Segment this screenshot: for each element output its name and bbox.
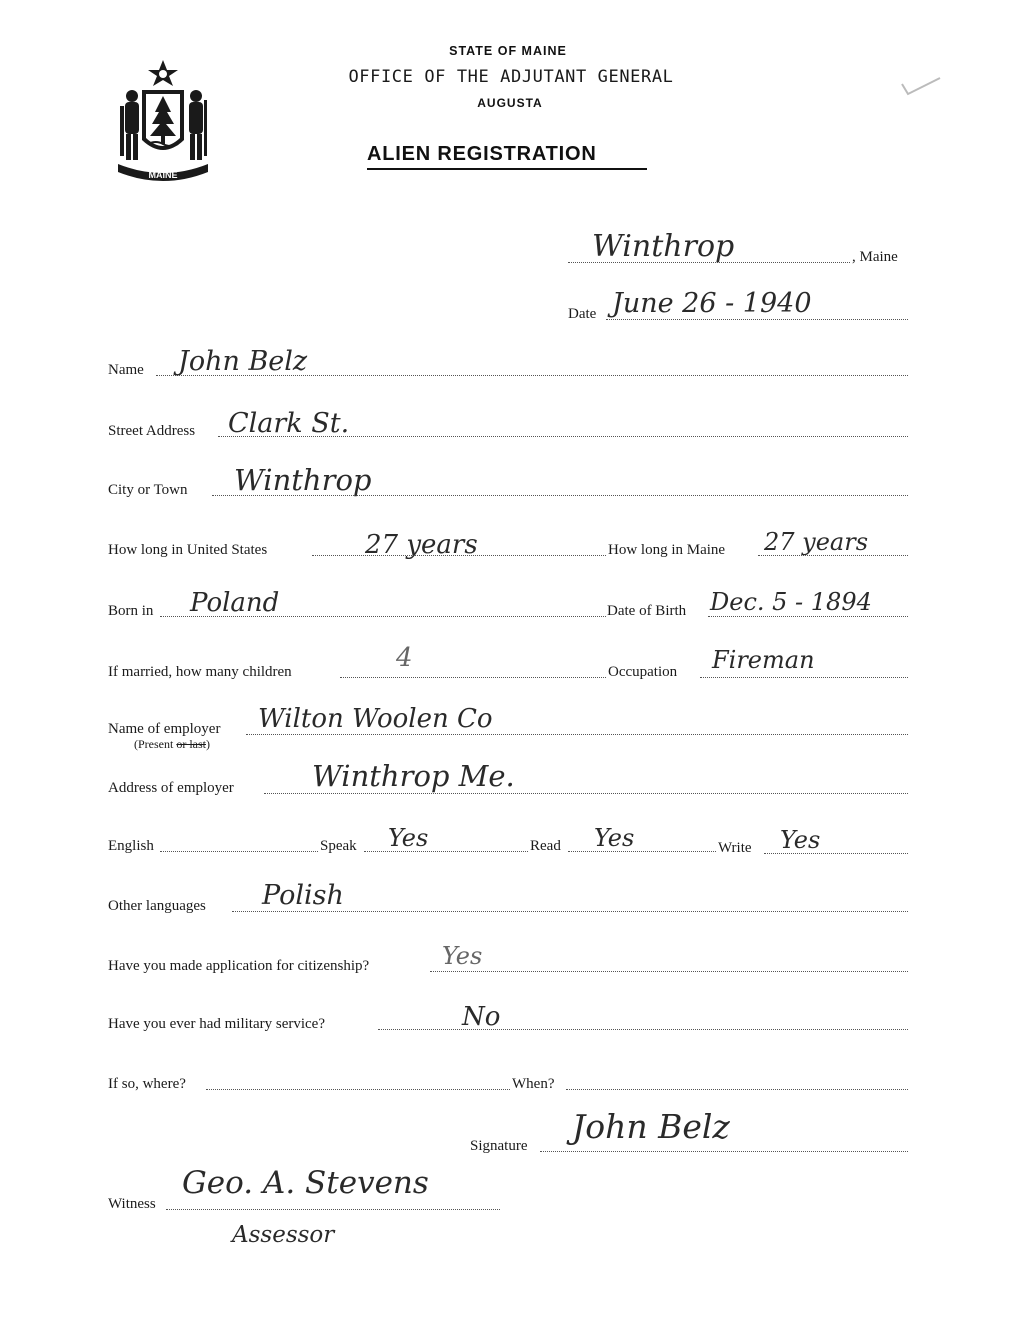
seal-lettering: MAINE	[148, 170, 178, 180]
state-heading: STATE OF MAINE	[449, 44, 567, 58]
where-label: If so, where?	[108, 1076, 186, 1092]
read-label: Read	[530, 838, 561, 854]
street-label: Street Address	[108, 423, 196, 439]
how-long-maine-label: How long in Maine	[608, 542, 726, 558]
name-entry: John Belz	[178, 346, 308, 377]
when-label: When?	[512, 1076, 555, 1092]
street-entry: Clark St.	[228, 408, 350, 439]
citizenship-entry: Yes	[442, 942, 483, 970]
english-label: English	[108, 838, 154, 854]
occupation-field-line	[700, 677, 908, 678]
employer-note	[134, 738, 210, 750]
other-languages-entry: Polish	[262, 880, 344, 911]
children-field-line	[340, 677, 606, 678]
military-entry: No	[462, 1002, 501, 1032]
employer-note-present: (Present	[134, 737, 174, 751]
employer-note-struck: or last	[176, 737, 206, 751]
occupation-label: Occupation	[608, 664, 678, 680]
name-label: Name	[108, 362, 144, 378]
office-heading: OFFICE OF THE ADJUTANT GENERAL	[348, 67, 674, 87]
occupation-entry: Fireman	[712, 646, 815, 674]
english-field-line	[160, 851, 318, 852]
how-long-us-label: How long in United States	[108, 542, 268, 558]
employer-address-label: Address of employer	[108, 780, 234, 796]
applicant-signature: John Belz	[572, 1107, 730, 1146]
how-long-maine-entry: 27 years	[764, 528, 869, 556]
signature-label: Signature	[470, 1138, 528, 1154]
form-title: ALIEN REGISTRATION	[367, 143, 597, 165]
title-underline	[367, 168, 647, 170]
speak-entry: Yes	[388, 824, 429, 852]
how-long-us-entry: 27 years	[365, 530, 478, 560]
employer-entry: Wilton Woolen Co	[258, 704, 493, 734]
signature-field-line	[540, 1151, 908, 1152]
date-of-birth-label: Date of Birth	[607, 603, 687, 619]
write-entry: Yes	[780, 826, 821, 854]
witness-field-line	[166, 1209, 500, 1210]
children-label: If married, how many children	[108, 664, 292, 680]
employer-label: Name of employer	[108, 721, 221, 737]
date-label: Date	[568, 306, 597, 322]
born-in-label: Born in	[108, 603, 154, 619]
children-entry: 4	[396, 643, 413, 673]
town-entry: Winthrop	[592, 229, 735, 264]
maine-label: , Maine	[852, 249, 898, 265]
witness-signature: Geo. A. Stevens	[182, 1165, 429, 1201]
military-label: Have you ever had military service?	[108, 1016, 325, 1032]
citizenship-label: Have you made application for citizenship?	[108, 958, 370, 974]
date-entry: June 26 - 1940	[612, 288, 812, 319]
citizenship-field-line	[430, 971, 908, 972]
other-languages-field-line	[232, 911, 908, 912]
employer-address-entry: Winthrop Me.	[312, 759, 515, 793]
pencil-checkmark-icon	[896, 70, 946, 100]
read-field-line	[568, 851, 716, 852]
when-field-line	[566, 1089, 908, 1090]
date-field-line	[606, 319, 908, 320]
employer-address-field-line	[264, 793, 908, 794]
other-languages-label: Other languages	[108, 898, 206, 914]
city-heading: AUGUSTA	[477, 96, 543, 110]
date-of-birth-field-line	[708, 616, 908, 617]
read-entry: Yes	[594, 824, 635, 852]
witness-title: Assessor	[232, 1222, 335, 1248]
witness-label: Witness	[108, 1196, 156, 1212]
write-label: Write	[718, 840, 752, 856]
employer-field-line	[246, 734, 908, 735]
city-entry: Winthrop	[234, 463, 372, 497]
employer-note-close: )	[206, 737, 210, 751]
date-of-birth-entry: Dec. 5 - 1894	[710, 588, 872, 616]
born-in-entry: Poland	[190, 588, 280, 618]
where-field-line	[206, 1089, 510, 1090]
city-label: City or Town	[108, 482, 188, 498]
military-field-line	[378, 1029, 908, 1030]
speak-label: Speak	[320, 838, 357, 854]
